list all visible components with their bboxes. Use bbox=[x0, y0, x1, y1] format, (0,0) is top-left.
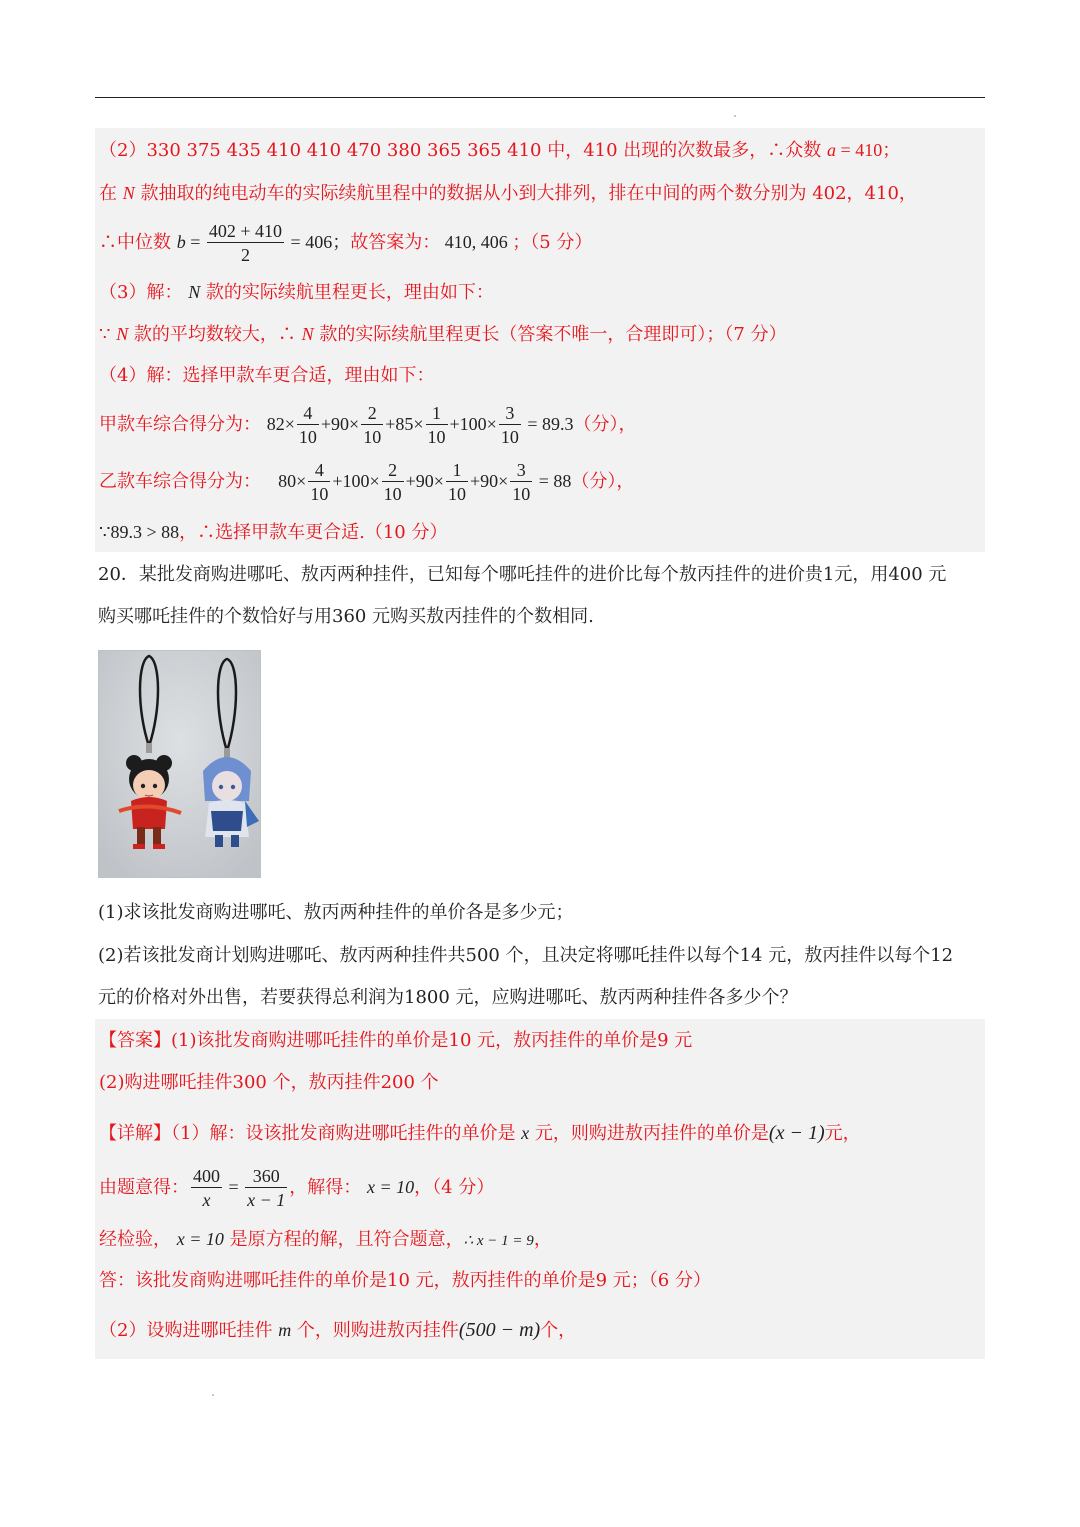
header-rule bbox=[95, 97, 985, 98]
solution-box-20 bbox=[95, 1019, 985, 1359]
score-line-yi: 乙款车综合得分为： 80× $\frac{4}{10}$ +100× $\frac{2}{10}$ +90× $\frac{1}{10}$ +90× $\frac{3}{10}$ = 88（分）， bbox=[99, 460, 635, 504]
fraction: $\frac{1}{10}$ bbox=[447, 460, 466, 504]
solution-line-sort: 在 N 款抽取的纯电动车的实际续航里程中的数据从小到大排列，排在中间的两个数分别为 402，410， bbox=[99, 183, 917, 204]
fraction: $\frac{1}{10}$ bbox=[427, 403, 446, 447]
solution-line-reason: ∵ N 款的平均数较大，∴ N 款的实际续航里程更长（答案不唯一，合理即可）；（7 分） bbox=[99, 324, 787, 345]
speck bbox=[734, 115, 736, 117]
solution-line-median: ∴中位数 b = $\frac{402 + 410}{2}$ = 406；故答案为： 410, 406 ；（5 分） bbox=[99, 221, 593, 265]
detail-line-equation: 由题意得： $\frac{400}{x}$ = $\frac{360}{x - 1}$ ，解得： x = 10，（4 分） bbox=[99, 1166, 495, 1210]
fraction-400-over-x: $\frac{400}{x}$ bbox=[193, 1166, 220, 1210]
solution-box-19 bbox=[95, 128, 985, 552]
solution-line-3: （3）解： N 款的实际续航里程更长，理由如下： bbox=[99, 282, 494, 303]
detail-line-part-2: （2）设购进哪吒挂件 m 个，则购进敖丙挂件(500 − m)个， bbox=[99, 1319, 577, 1341]
detail-line-1: 【详解】（1）解：设该批发商购进哪吒挂件的单价是 x 元，则购进敖丙挂件的单价是(x − 1)元， bbox=[99, 1122, 861, 1144]
median-fraction: $\frac{402 + 410}{2}$ bbox=[208, 221, 283, 265]
speck bbox=[212, 1394, 214, 1396]
keychain-photo bbox=[98, 650, 261, 878]
fraction: $\frac{3}{10}$ bbox=[512, 460, 531, 504]
question-20-part-2-cont: 元的价格对外出售，若要获得总利润为1800 元，应购进哪吒、敖丙两种挂件各多少个？ bbox=[98, 987, 798, 1008]
answer-line-1: 【答案】(1)该批发商购进哪吒挂件的单价是10 元，敖丙挂件的单价是9 元 bbox=[99, 1030, 693, 1051]
keychain-figures-illustration bbox=[99, 651, 260, 877]
fraction-360-over-x-minus-1: $\frac{360}{x - 1}$ bbox=[247, 1166, 286, 1210]
question-20-part-1: (1)求该批发商购进哪吒、敖丙两种挂件的单价各是多少元； bbox=[98, 902, 574, 923]
score-line-jia: 甲款车综合得分为： 82× $\frac{4}{10}$ +90× $\frac{2}{10}$ +85× $\frac{1}{10}$ +100× $\frac{3}{10}$ = 89.3（分）， bbox=[99, 403, 637, 447]
answer-line-2: (2)购进哪吒挂件300 个，敖丙挂件200 个 bbox=[99, 1072, 439, 1093]
fraction: $\frac{3}{10}$ bbox=[500, 403, 519, 447]
fraction: $\frac{4}{10}$ bbox=[298, 403, 317, 447]
detail-line-answer: 答：该批发商购进哪吒挂件的单价是10 元，敖丙挂件的单价是9 元；（6 分） bbox=[99, 1270, 711, 1291]
question-20-line-1: 20．某批发商购进哪吒、敖丙两种挂件，已知每个哪吒挂件的进价比每个敖丙挂件的进价贵1元，用400 元 bbox=[98, 564, 947, 585]
detail-line-check: 经检验， x = 10 是原方程的解，且符合题意，∴ x − 1 = 9， bbox=[99, 1229, 552, 1250]
solution-line-4: （4）解：选择甲款车更合适，理由如下： bbox=[99, 365, 435, 386]
question-20-line-2: 购买哪吒挂件的个数恰好与用360 元购买敖丙挂件的个数相同. bbox=[98, 606, 594, 627]
fraction: $\frac{2}{10}$ bbox=[363, 403, 382, 447]
fraction: $\frac{2}{10}$ bbox=[383, 460, 402, 504]
solution-line-conclusion: ∵89.3 > 88，∴选择甲款车更合适.（10 分） bbox=[99, 522, 448, 543]
question-20-part-2: (2)若该批发商计划购进哪吒、敖丙两种挂件共500 个，且决定将哪吒挂件以每个14 元，敖丙挂件以每个12 bbox=[98, 945, 954, 966]
solution-line-mode: （2）330 375 435 410 410 470 380 365 365 410 中，410 出现的次数最多，∴众数 a = 410； bbox=[99, 140, 901, 161]
fraction: $\frac{4}{10}$ bbox=[310, 460, 329, 504]
